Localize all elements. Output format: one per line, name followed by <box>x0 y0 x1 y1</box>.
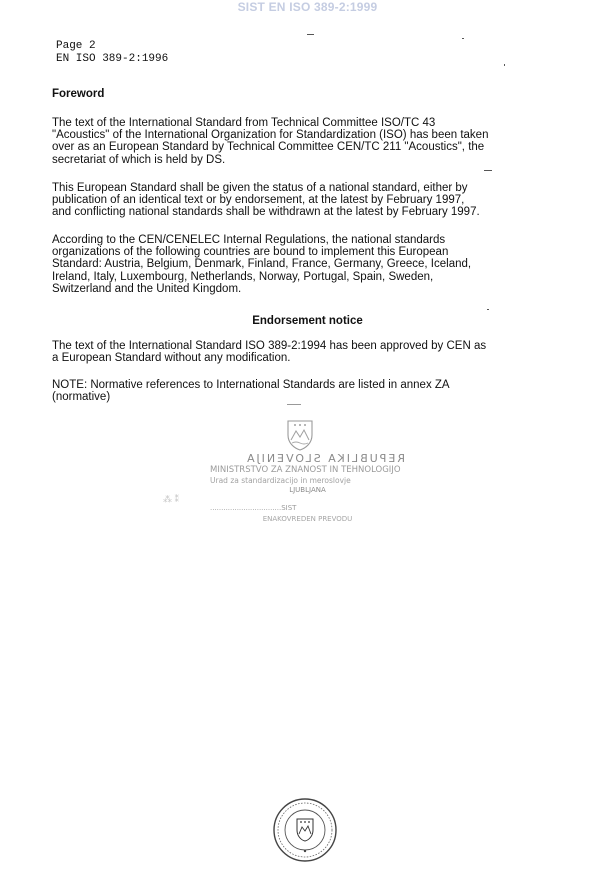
scan-speck <box>484 170 492 171</box>
foreword-paragraph-3: According to the CEN/CENELEC Internal Regulations, the national standards organizations of the following countries are bound to implement this European Standard: Austria, Belgium, Denmark, Finland, France, Germany, Greece, Iceland, Ireland, Italy, Luxembourg, Netherlands, Norway, Portugal, Spain, Sweden, Switzerland and the United Kingdom. <box>52 234 472 295</box>
scan-speck <box>307 34 314 35</box>
endorsement-heading: Endorsement notice <box>252 315 363 327</box>
scan-speck <box>287 404 301 405</box>
stamp-line-1: REPUBLIKA SLOVENIJA <box>245 452 405 465</box>
stamp-line-3: Urad za standardizacijo in meroslovje <box>210 476 351 485</box>
official-seal-icon <box>271 796 339 869</box>
foreword-paragraph-1: The text of the International Standard from Technical Committee ISO/TC 43 "Acoustics" of the International Organization for Standardization (ISO) has been taken over as an European Standard by Technical Committee CEN/TC 211 "Acoustics", the secretariat of which is held by DS. <box>52 117 489 166</box>
standard-code: EN ISO 389-2:1996 <box>56 53 169 65</box>
watermark-text: SIST EN ISO 389-2:1999 <box>237 0 378 14</box>
page-header <box>56 40 168 66</box>
stamp-line-2: MINISTRSTVO ZA ZNANOST IN TEHNOLOGIJO <box>210 465 401 475</box>
endorsement-paragraph: The text of the International Standard ISO 389-2:1994 has been approved by CEN as a European Standard without any modification. <box>52 340 487 365</box>
foreword-heading: Foreword <box>52 88 105 100</box>
scan-speck <box>487 309 489 310</box>
foreword-paragraph-2: This European Standard shall be given the status of a national standard, either by publication of an identical text or by endorsement, at the latest by February 1997, and conflicting national standards shall be withdrawn at the latest by February 1997. <box>52 182 480 219</box>
faint-scan-mark: ⁂ ⁑ <box>163 494 180 504</box>
scan-speck <box>504 64 505 66</box>
endorsement-stamp <box>210 452 405 532</box>
stamp-line-6: ENAKOVREDEN PREVODU <box>262 515 353 523</box>
stamp-line-5: ................................SIST <box>210 504 297 512</box>
page-number: Page 2 <box>56 40 96 52</box>
scan-speck <box>462 38 464 39</box>
normative-note: NOTE: Normative references to International Standards are listed in annex ZA (normative) <box>52 379 450 404</box>
stamp-line-4: LJUBLJANA <box>289 486 326 494</box>
